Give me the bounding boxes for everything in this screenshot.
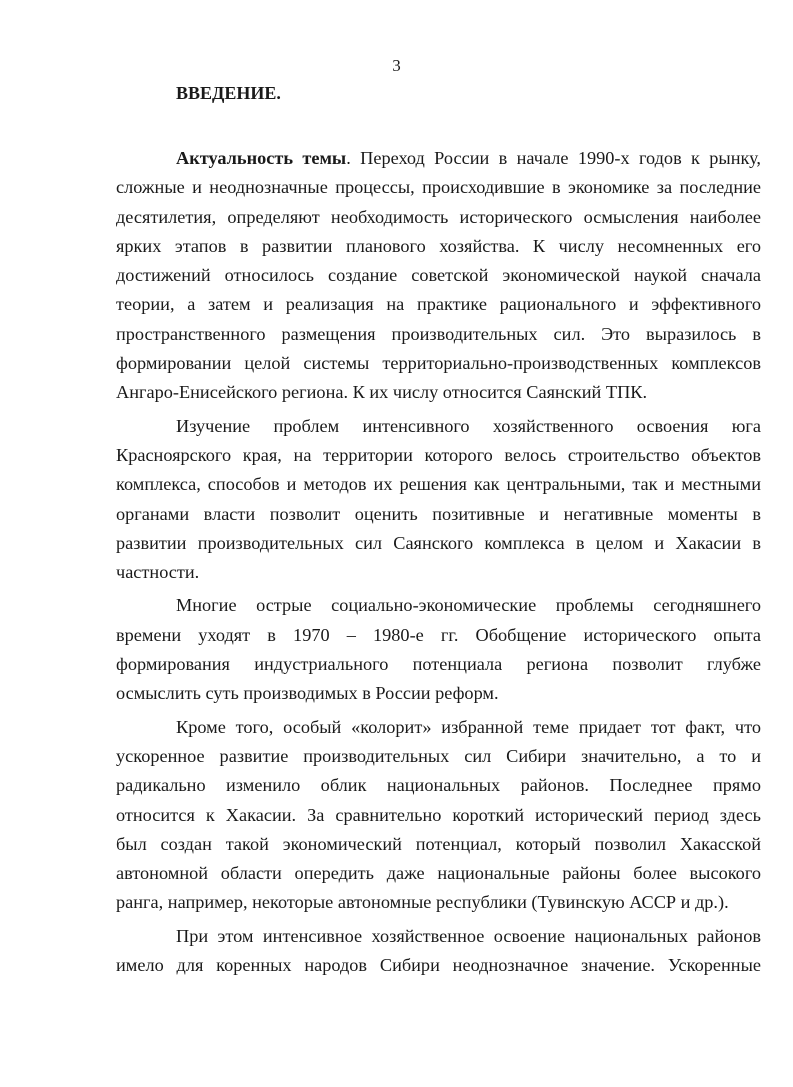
paragraph-colorit [116,713,761,918]
text-line: был создан такой экономический потенциал, который позволил Хакасской [116,833,761,854]
text-line: частности. [116,562,200,583]
text-line: Многие острые социально-экономические проблемы сегодняшнего [176,595,761,616]
text-line: ранга, например, некоторые автономные республики (Тувинскую АССР и др.). [116,892,729,913]
text-line: Кроме того, особый «колорит» избранной теме придает тот факт, что [176,716,761,737]
text-line: достижений относилось создание советской экономической наукой сначала [116,265,761,286]
text-line: Ангаро-Енисейского региона. К их числу относится Саянский ТПК. [116,382,648,403]
text-line: имело для коренных народов Сибири неоднозначное значение. Ускоренные [116,955,761,976]
page-number: 3 [392,56,401,75]
text-line: При этом интенсивное хозяйственное освоение национальных районов [176,925,761,946]
text-line: относится к Хакасии. За сравнительно короткий исторический период здесь [116,804,761,825]
text-line: . Переход России в начале 1990-х годов к рынку, [346,148,761,168]
paragraph-relevance [116,144,761,408]
paragraph-problems [116,591,761,708]
text-line: десятилетия, определяют необходимость исторического осмысления наиболее [116,206,761,227]
text-line: осмыслить суть производимых в России реформ. [116,683,499,704]
text-line: ярких этапов в развитии планового хозяйства. К числу несомненных его [116,235,761,256]
text-line: сложные и неоднозначные процессы, происходившие в экономике за последние [116,177,761,198]
text-line: теории, а затем и реализация на практике рационального и эффективного [116,294,761,315]
relevance-lead: Актуальность темы [176,148,347,168]
text-line: пространственного размещения производительных сил. Это выразилось в [116,323,761,344]
paragraph-indigenous [116,922,761,981]
text-line: формировании целой системы территориально-производственных комплексов [116,353,761,374]
paragraph-study [116,412,761,588]
text-line: развитии производительных сил Саянского комплекса в целом и Хакасии в [116,532,761,553]
page-heading: ВВЕДЕНИЕ. [176,83,281,103]
text-line: времени уходят в 1970 – 1980-е гг. Обобщение исторического опыта [116,624,761,645]
text-line: автономной области опередить даже национальные районы более высокого [116,863,761,884]
document-body [116,144,761,980]
text-line: формирования индустриального потенциала региона позволит глубже [116,654,761,675]
text-line: Красноярского края, на территории которого велось строительство объектов [116,444,761,465]
text-line: комплекса, способов и методов их решения как центральными, так и местными [116,474,761,495]
text-line: органами власти позволит оценить позитивные и негативные моменты в [116,503,761,524]
text-line: радикально изменило облик национальных районов. Последнее прямо [116,775,761,796]
text-line: ускоренное развитие производительных сил Сибири значительно, а то и [116,745,761,766]
text-line: Изучение проблем интенсивного хозяйственного освоения юга [176,415,761,436]
